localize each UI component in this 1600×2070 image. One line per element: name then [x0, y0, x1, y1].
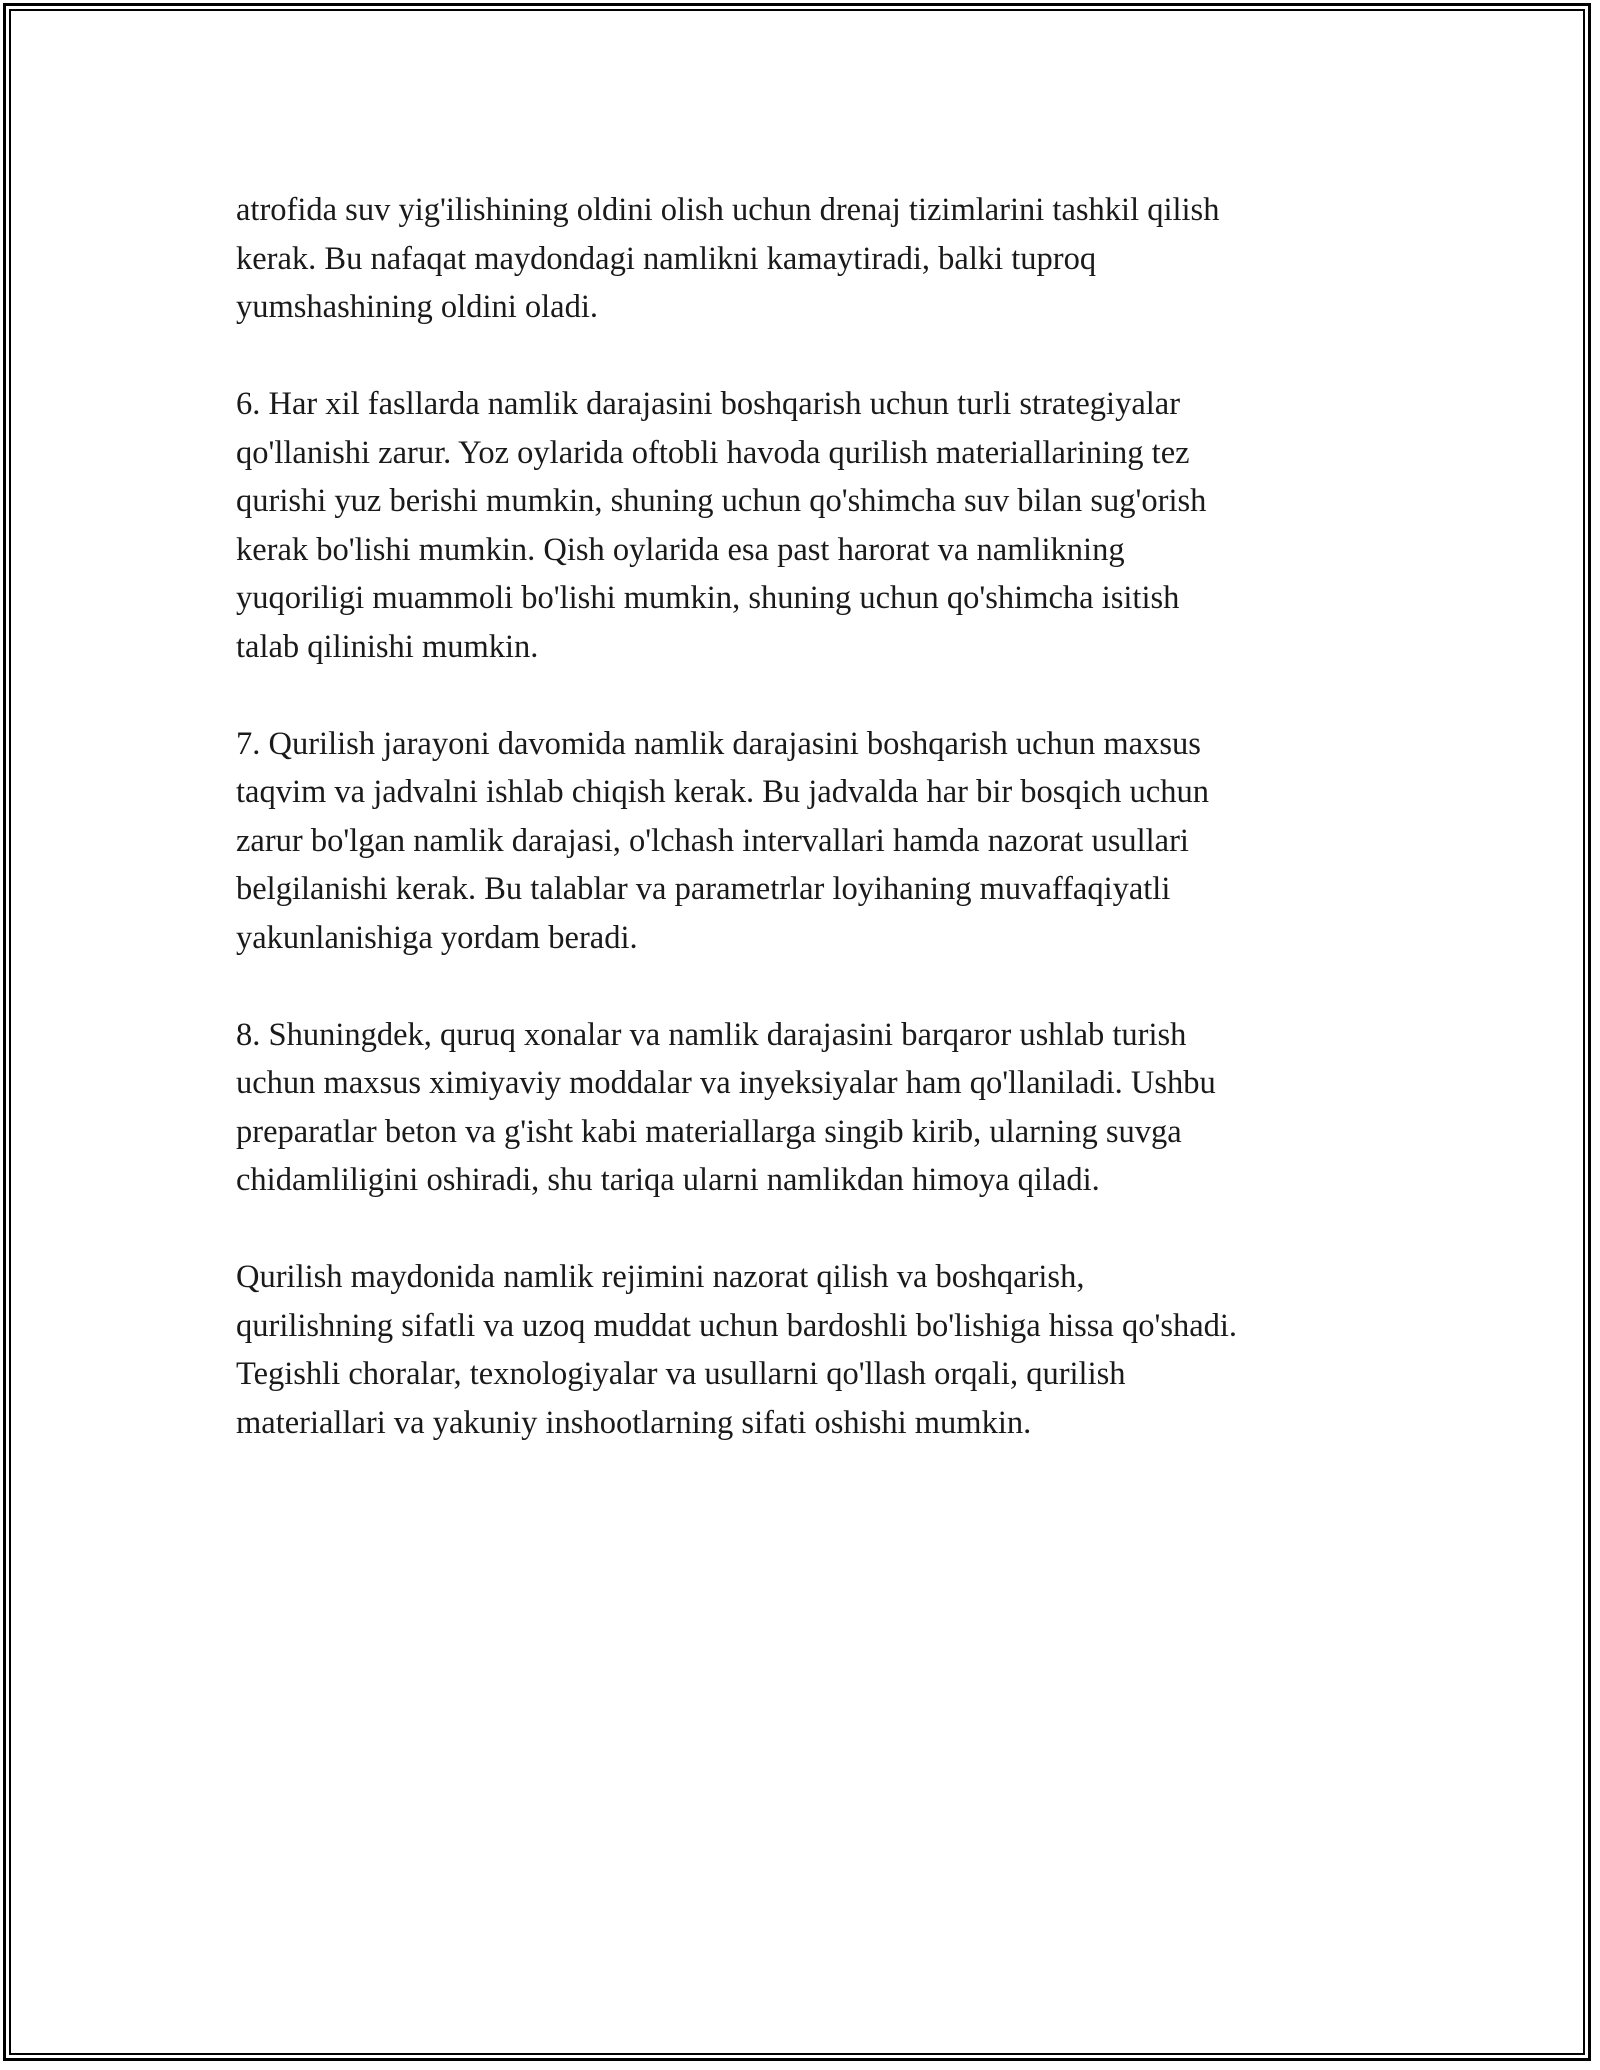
text-line: kerak bo'lishi mumkin. Qish oylarida esa past harorat va namlikning: [236, 531, 1125, 568]
text-line: Tegishli choralar, texnologiyalar va usullarni qo'llash orqali, qurilish: [236, 1356, 1126, 1392]
text-line: qo'llanishi zarur. Yoz oylarida oftobli havoda qurilish materiallarining tez: [236, 434, 1190, 471]
text-line: qurishi yuz berishi mumkin, shuning uchun qo'shimcha suv bilan sug'orish: [236, 483, 1207, 519]
text-line: yumshashining oldini oladi.: [236, 289, 599, 325]
text-line: chidamliligini oshiradi, shu tariqa ularni namlikdan himoya qiladi.: [236, 1162, 1100, 1198]
text-line: belgilanishi kerak. Bu talablar va parametrlar loyihaning muvaffaqiyatli: [236, 871, 1171, 907]
text-line: uchun maxsus ximiyaviy moddalar va inyeksiyalar ham qo'llaniladi. Ushbu: [236, 1065, 1216, 1101]
paragraph-item-8: [236, 1011, 1396, 1205]
document-body: [236, 186, 1396, 1496]
text-line: zarur bo'lgan namlik darajasi, o'lchash intervallari hamda nazorat usullari: [236, 822, 1189, 859]
text-line: 8. Shuningdek, quruq xonalar va namlik darajasini barqaror ushlab turish: [236, 1016, 1187, 1053]
text-line: preparatlar beton va g'isht kabi materiallarga singib kirib, ularning suvga: [236, 1113, 1182, 1150]
paragraph-item-7: [236, 720, 1396, 963]
text-line: yakunlanishiga yordam beradi.: [236, 919, 638, 956]
text-line: yuqoriligi muammoli bo'lishi mumkin, shuning uchun qo'shimcha isitish: [236, 580, 1180, 616]
paragraph-item-6: [236, 380, 1396, 671]
text-line: 6. Har xil fasllarda namlik darajasini boshqarish uchun turli strategiyalar: [236, 386, 1181, 422]
text-line: qurilishning sifatli va uzoq muddat uchun bardoshli bo'lishiga hissa qo'shadi.: [236, 1307, 1238, 1344]
text-line: kerak. Bu nafaqat maydondagi namlikni kamaytiradi, balki tuproq: [236, 240, 1097, 277]
text-line: 7. Qurilish jarayoni davomida namlik darajasini boshqarish uchun maxsus: [236, 725, 1201, 762]
paragraph-drainage-continuation: [236, 186, 1396, 332]
text-line: talab qilinishi mumkin.: [236, 628, 539, 665]
text-line: materiallari va yakuniy inshootlarning sifati oshishi mumkin.: [236, 1404, 1032, 1441]
text-line: atrofida suv yig'ilishining oldini olish uchun drenaj tizimlarini tashkil qilish: [236, 192, 1220, 228]
text-line: taqvim va jadvalni ishlab chiqish kerak. Bu jadvalda har bir bosqich uchun: [236, 774, 1209, 810]
paragraph-conclusion: [236, 1253, 1396, 1447]
text-line: Qurilish maydonida namlik rejimini nazorat qilish va boshqarish,: [236, 1259, 1085, 1295]
